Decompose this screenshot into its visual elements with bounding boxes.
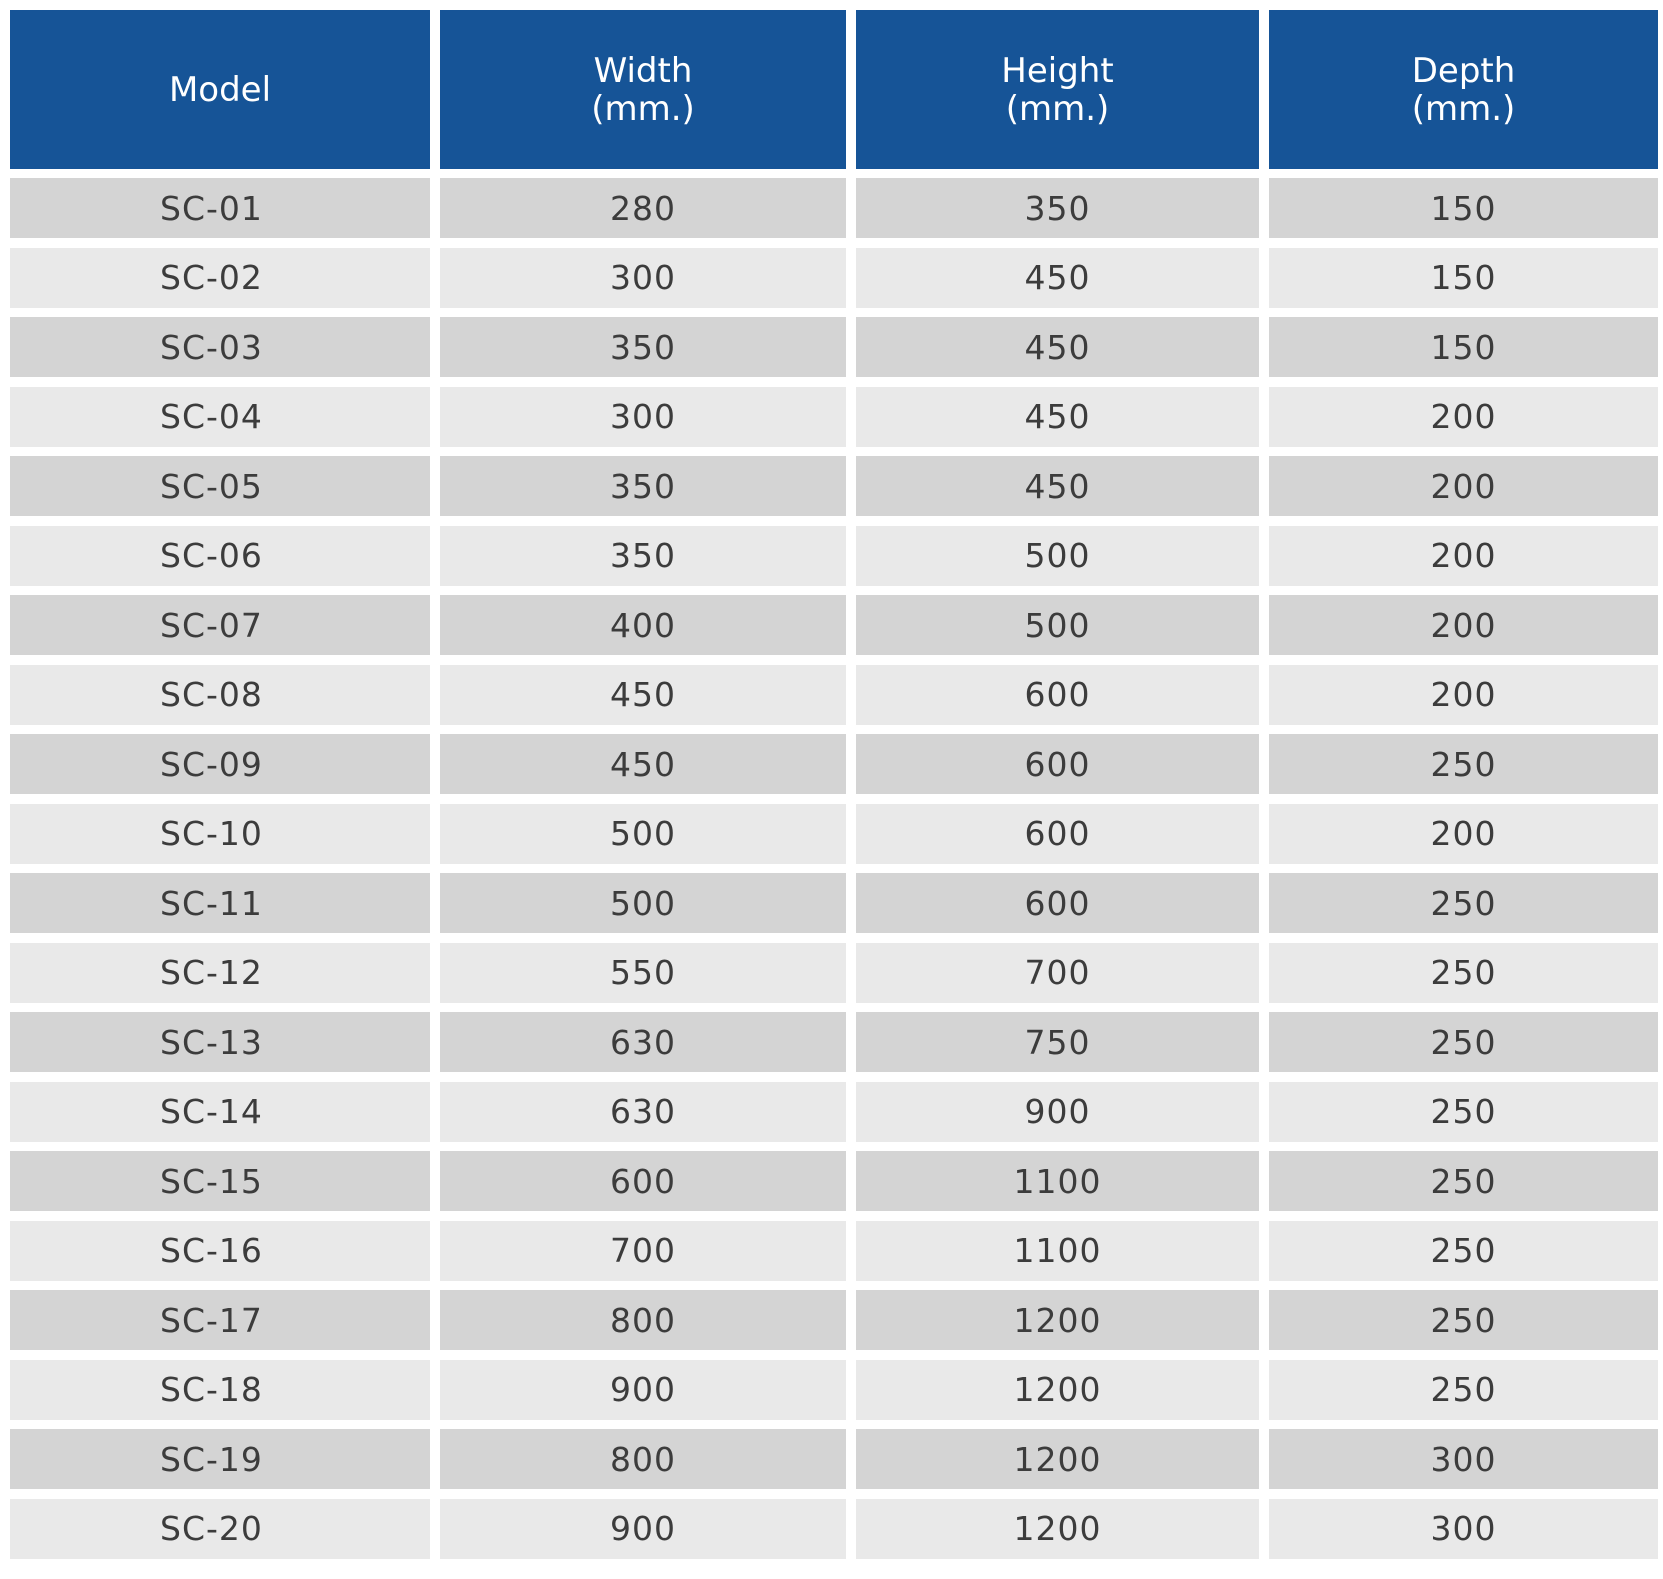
cell-model: SC-06 xyxy=(10,526,430,586)
cell-model: SC-15 xyxy=(10,1151,430,1211)
table-body xyxy=(10,178,1663,1559)
cell-depth: 200 xyxy=(1269,387,1658,447)
cell-depth: 300 xyxy=(1269,1429,1658,1489)
cell-model: SC-01 xyxy=(10,178,430,238)
table-row xyxy=(10,595,1663,655)
table-row xyxy=(10,1221,1663,1281)
table-row xyxy=(10,456,1663,516)
cell-model: SC-13 xyxy=(10,1012,430,1072)
cell-model: SC-18 xyxy=(10,1360,430,1420)
cell-model: SC-05 xyxy=(10,456,430,516)
cell-height: 450 xyxy=(856,317,1259,377)
cell-model: SC-20 xyxy=(10,1499,430,1559)
cell-height: 600 xyxy=(856,804,1259,864)
cell-model: SC-10 xyxy=(10,804,430,864)
cell-model: SC-02 xyxy=(10,248,430,308)
cell-height: 350 xyxy=(856,178,1259,238)
cell-width: 800 xyxy=(440,1429,846,1489)
table-row xyxy=(10,1290,1663,1350)
cell-depth: 200 xyxy=(1269,804,1658,864)
header-width xyxy=(440,10,846,169)
header-width-unit: (mm.) xyxy=(591,88,695,129)
cell-width: 800 xyxy=(440,1290,846,1350)
cell-height: 1200 xyxy=(856,1290,1259,1350)
cell-height: 600 xyxy=(856,665,1259,725)
table-row xyxy=(10,873,1663,933)
cell-depth: 250 xyxy=(1269,873,1658,933)
cell-width: 300 xyxy=(440,248,846,308)
table-row xyxy=(10,1012,1663,1072)
cell-width: 630 xyxy=(440,1012,846,1072)
table-row xyxy=(10,665,1663,725)
cell-height: 1100 xyxy=(856,1221,1259,1281)
table-row xyxy=(10,526,1663,586)
cell-height: 1200 xyxy=(856,1429,1259,1489)
cell-height: 1200 xyxy=(856,1499,1259,1559)
cell-model: SC-12 xyxy=(10,943,430,1003)
cell-height: 500 xyxy=(856,595,1259,655)
table-row xyxy=(10,734,1663,794)
table-row xyxy=(10,1499,1663,1559)
cell-depth: 200 xyxy=(1269,456,1658,516)
cell-height: 450 xyxy=(856,387,1259,447)
cell-height: 700 xyxy=(856,943,1259,1003)
cell-width: 350 xyxy=(440,317,846,377)
cell-height: 500 xyxy=(856,526,1259,586)
cell-width: 600 xyxy=(440,1151,846,1211)
cell-depth: 250 xyxy=(1269,1360,1658,1420)
cell-width: 550 xyxy=(440,943,846,1003)
table-header-row xyxy=(10,10,1663,169)
cell-depth: 250 xyxy=(1269,1290,1658,1350)
header-model-label: Model xyxy=(168,69,272,110)
table-row xyxy=(10,1082,1663,1142)
cell-width: 280 xyxy=(440,178,846,238)
cell-model: SC-07 xyxy=(10,595,430,655)
cell-height: 450 xyxy=(856,248,1259,308)
table-row xyxy=(10,387,1663,447)
cell-width: 900 xyxy=(440,1360,846,1420)
cell-height: 1200 xyxy=(856,1360,1259,1420)
cell-model: SC-14 xyxy=(10,1082,430,1142)
cell-depth: 250 xyxy=(1269,1151,1658,1211)
cell-depth: 250 xyxy=(1269,943,1658,1003)
cell-depth: 150 xyxy=(1269,317,1658,377)
cell-depth: 200 xyxy=(1269,665,1658,725)
header-depth-label: Depth xyxy=(1411,50,1516,91)
cell-height: 600 xyxy=(856,873,1259,933)
cell-height: 1100 xyxy=(856,1151,1259,1211)
cell-height: 750 xyxy=(856,1012,1259,1072)
header-width-label: Width xyxy=(593,50,693,91)
dimensions-table xyxy=(10,10,1663,1568)
table-row xyxy=(10,943,1663,1003)
cell-width: 630 xyxy=(440,1082,846,1142)
header-height-unit: (mm.) xyxy=(1005,88,1110,129)
cell-width: 350 xyxy=(440,526,846,586)
cell-model: SC-17 xyxy=(10,1290,430,1350)
cell-width: 450 xyxy=(440,665,846,725)
cell-width: 900 xyxy=(440,1499,846,1559)
table-row xyxy=(10,804,1663,864)
cell-depth: 250 xyxy=(1269,734,1658,794)
cell-width: 450 xyxy=(440,734,846,794)
header-height-label: Height xyxy=(1001,50,1114,91)
cell-model: SC-04 xyxy=(10,387,430,447)
cell-height: 450 xyxy=(856,456,1259,516)
table-row xyxy=(10,178,1663,238)
header-depth-unit: (mm.) xyxy=(1411,88,1516,129)
table-row xyxy=(10,1429,1663,1489)
cell-height: 600 xyxy=(856,734,1259,794)
table-row xyxy=(10,248,1663,308)
cell-model: SC-11 xyxy=(10,873,430,933)
cell-depth: 250 xyxy=(1269,1082,1658,1142)
cell-depth: 200 xyxy=(1269,526,1658,586)
cell-model: SC-08 xyxy=(10,665,430,725)
cell-depth: 250 xyxy=(1269,1221,1658,1281)
header-model xyxy=(10,10,430,169)
cell-depth: 150 xyxy=(1269,178,1658,238)
table-row xyxy=(10,1151,1663,1211)
table-row xyxy=(10,317,1663,377)
header-depth xyxy=(1269,10,1658,169)
cell-model: SC-16 xyxy=(10,1221,430,1281)
cell-width: 500 xyxy=(440,804,846,864)
cell-width: 300 xyxy=(440,387,846,447)
cell-depth: 300 xyxy=(1269,1499,1658,1559)
cell-depth: 200 xyxy=(1269,595,1658,655)
cell-depth: 250 xyxy=(1269,1012,1658,1072)
cell-model: SC-03 xyxy=(10,317,430,377)
cell-width: 350 xyxy=(440,456,846,516)
cell-width: 400 xyxy=(440,595,846,655)
cell-width: 700 xyxy=(440,1221,846,1281)
cell-width: 500 xyxy=(440,873,846,933)
cell-depth: 150 xyxy=(1269,248,1658,308)
header-height xyxy=(856,10,1259,169)
cell-model: SC-09 xyxy=(10,734,430,794)
cell-model: SC-19 xyxy=(10,1429,430,1489)
cell-height: 900 xyxy=(856,1082,1259,1142)
table-row xyxy=(10,1360,1663,1420)
